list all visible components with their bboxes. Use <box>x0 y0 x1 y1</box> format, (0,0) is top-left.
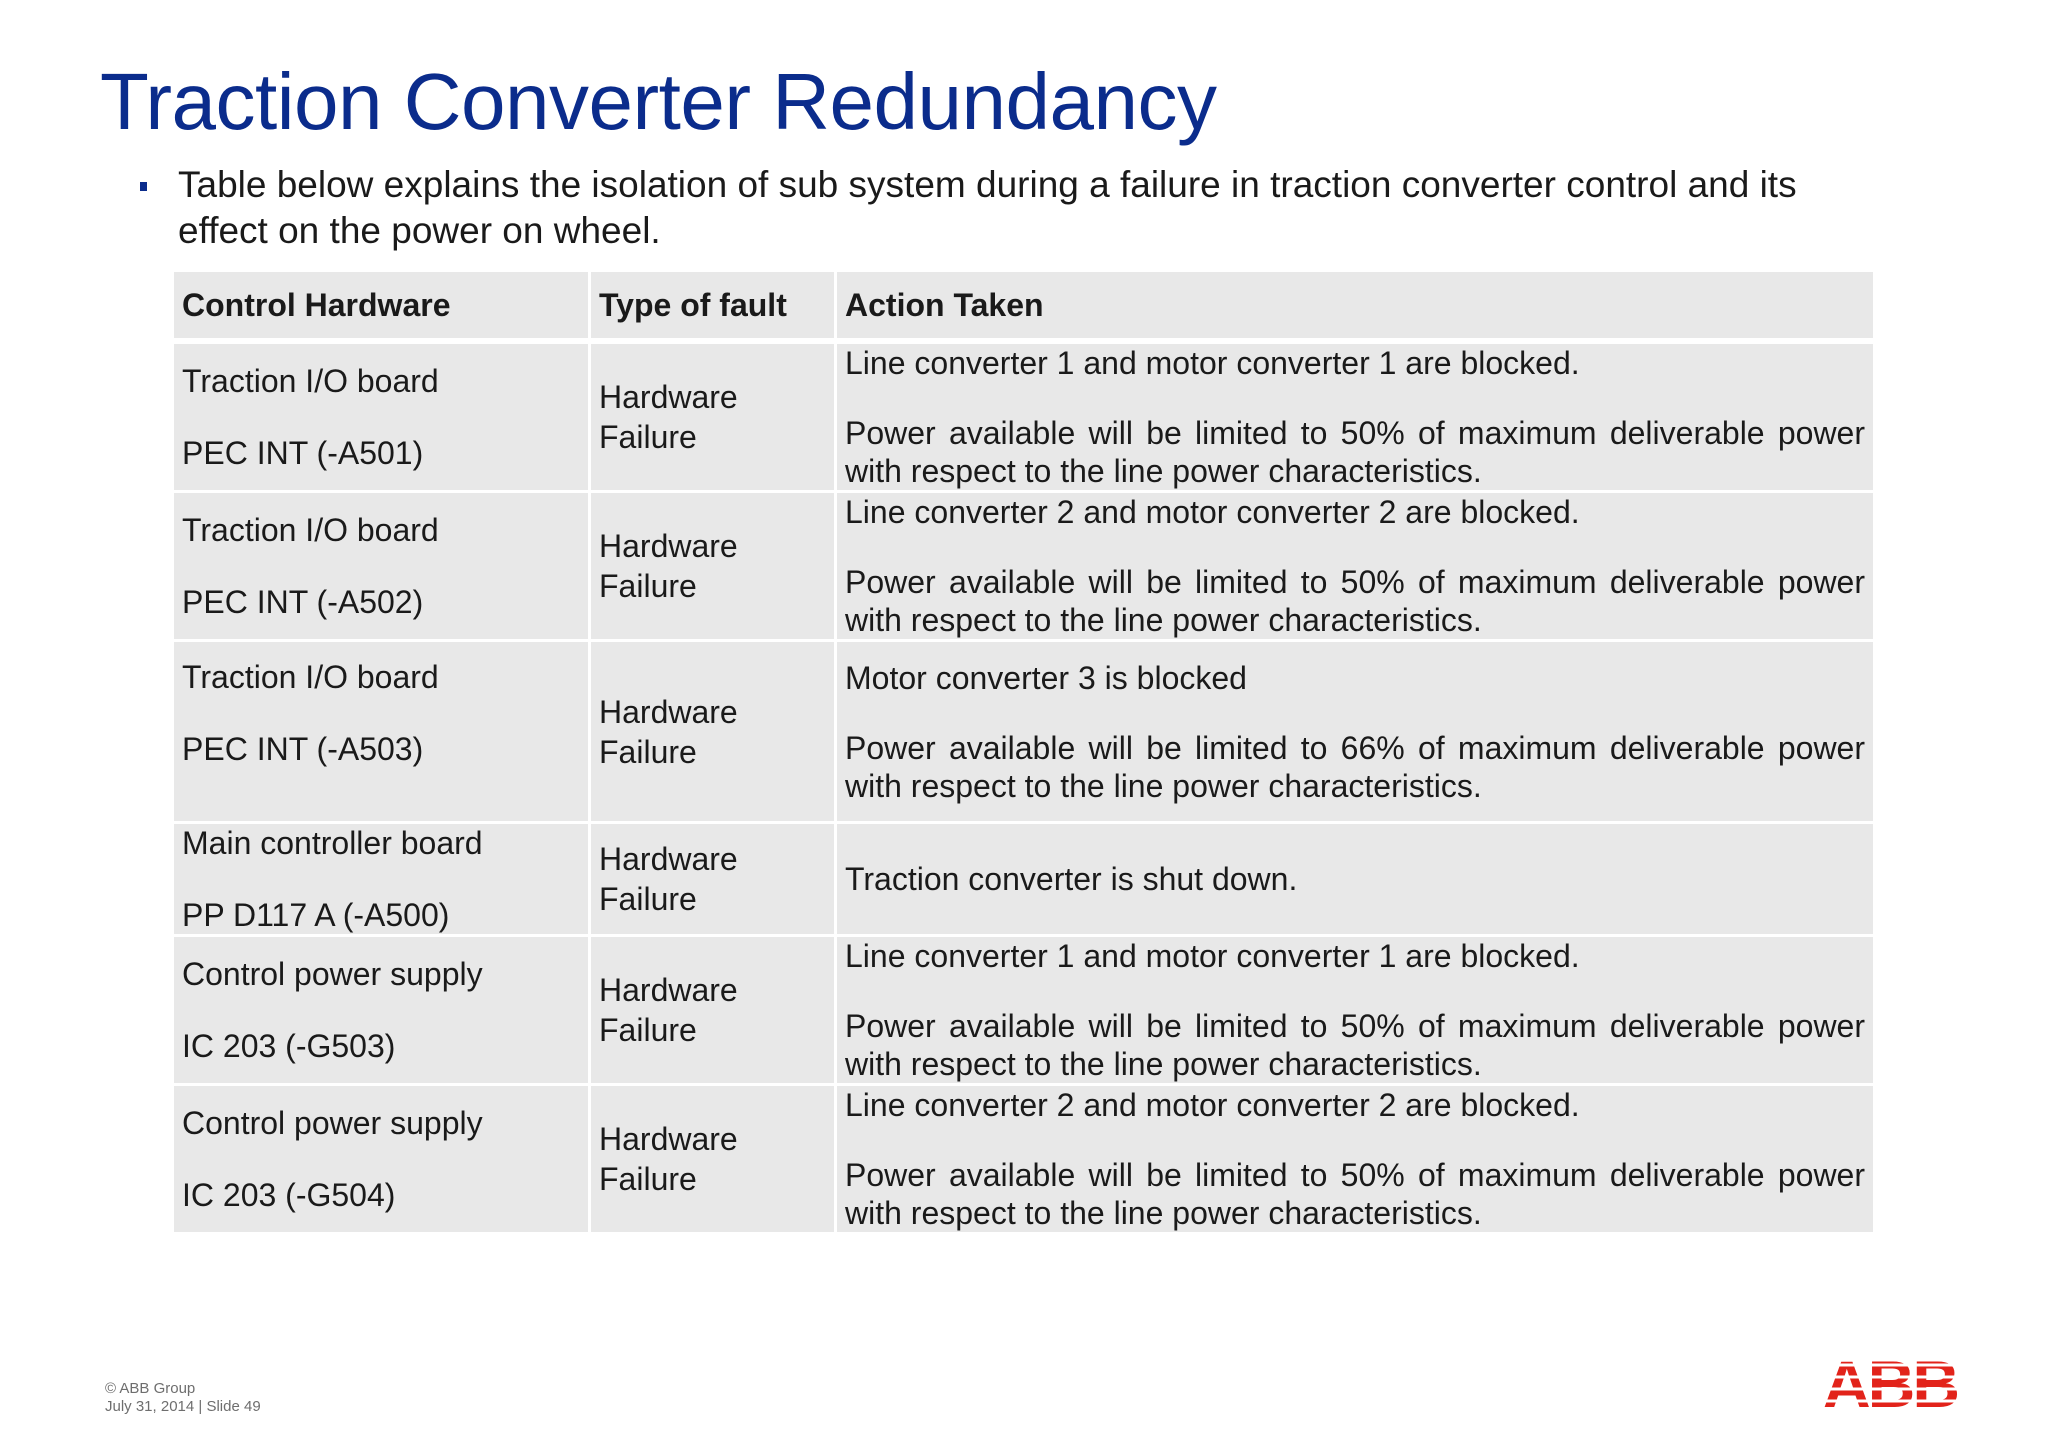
fault-line-1: Hardware <box>599 841 738 877</box>
table-row <box>174 642 1873 824</box>
bullet-square-icon <box>140 182 147 191</box>
fault-cell <box>591 642 834 824</box>
copyright-text: © ABB Group <box>105 1380 196 1397</box>
header-action-taken: Action Taken <box>837 272 1873 344</box>
hardware-name: Main controller board <box>182 825 483 861</box>
action-line: Line converter 1 and motor converter 1 are blocked. <box>845 938 1580 974</box>
hardware-id: IC 203 (-G504) <box>182 1177 396 1213</box>
fault-line-1: Hardware <box>599 693 738 730</box>
slide-footer <box>105 1380 261 1416</box>
hardware-name: Control power supply <box>182 1105 483 1141</box>
hardware-cell <box>174 344 588 493</box>
table-row <box>174 937 1873 1086</box>
table-row <box>174 344 1873 493</box>
fault-line-1: Hardware <box>599 379 738 415</box>
fault-cell <box>591 344 834 493</box>
action-line: Line converter 2 and motor converter 2 are blocked. <box>845 494 1580 530</box>
action-cell <box>837 344 1873 493</box>
table-row <box>174 493 1873 642</box>
redundancy-table <box>171 272 1876 1235</box>
action-line: Line converter 2 and motor converter 2 are blocked. <box>845 1087 1580 1123</box>
action-detail: Power available will be limited to 50% of maximum deliverable power with respect to the line power characteristics. <box>845 564 1865 638</box>
action-cell <box>837 824 1873 937</box>
action-line: Traction converter is shut down. <box>845 861 1298 897</box>
fault-line-2: Failure <box>599 733 697 770</box>
hardware-id: IC 203 (-G503) <box>182 1028 396 1064</box>
fault-line-1: Hardware <box>599 1121 738 1157</box>
hardware-cell <box>174 642 588 824</box>
fault-line-1: Hardware <box>599 528 738 564</box>
fault-line-2: Failure <box>599 419 697 455</box>
hardware-id: PEC INT (-A502) <box>182 584 424 620</box>
action-line: Motor converter 3 is blocked <box>845 659 1247 696</box>
hardware-id: PP D117 A (-A500) <box>182 897 450 933</box>
action-detail: Power available will be limited to 66% of maximum deliverable power with respect to the line power characteristics. <box>845 729 1865 804</box>
table-header-row <box>174 272 1873 344</box>
fault-line-1: Hardware <box>599 972 738 1008</box>
date-slide-text: July 31, 2014 | Slide 49 <box>105 1398 261 1415</box>
hardware-id: PEC INT (-A501) <box>182 435 424 471</box>
fault-cell <box>591 493 834 642</box>
fault-cell <box>591 1086 834 1235</box>
action-cell <box>837 937 1873 1086</box>
fault-line-2: Failure <box>599 1012 697 1048</box>
action-line: Line converter 1 and motor converter 1 are blocked. <box>845 345 1580 381</box>
hardware-name: Control power supply <box>182 956 483 992</box>
intro-text: Table below explains the isolation of sub system during a failure in traction converter control and its effect on the power on wheel. <box>178 164 1797 251</box>
table-row <box>174 824 1873 937</box>
hardware-cell <box>174 493 588 642</box>
header-control-hardware: Control Hardware <box>174 272 588 344</box>
intro-bullet <box>140 162 1860 254</box>
hardware-cell <box>174 1086 588 1235</box>
fault-line-2: Failure <box>599 1161 697 1197</box>
hardware-name: Traction I/O board <box>182 363 439 399</box>
hardware-id: PEC INT (-A503) <box>182 731 424 767</box>
abb-logo-text: ABB <box>1823 1353 1957 1413</box>
slide-title: Traction Converter Redundancy <box>100 57 1217 146</box>
action-detail: Power available will be limited to 50% of maximum deliverable power with respect to the line power characteristics. <box>845 415 1865 489</box>
action-cell <box>837 1086 1873 1235</box>
fault-cell <box>591 937 834 1086</box>
action-detail: Power available will be limited to 50% of maximum deliverable power with respect to the line power characteristics. <box>845 1008 1865 1082</box>
action-cell <box>837 642 1873 824</box>
hardware-cell <box>174 937 588 1086</box>
hardware-cell <box>174 824 588 937</box>
fault-line-2: Failure <box>599 568 697 604</box>
header-type-of-fault: Type of fault <box>591 272 834 344</box>
hardware-name: Traction I/O board <box>182 512 439 548</box>
table-row <box>174 1086 1873 1235</box>
fault-line-2: Failure <box>599 881 697 917</box>
action-detail: Power available will be limited to 50% of maximum deliverable power with respect to the line power characteristics. <box>845 1157 1865 1231</box>
action-cell <box>837 493 1873 642</box>
hardware-name: Traction I/O board <box>182 659 439 695</box>
abb-logo <box>1820 1353 1960 1413</box>
fault-cell <box>591 824 834 937</box>
